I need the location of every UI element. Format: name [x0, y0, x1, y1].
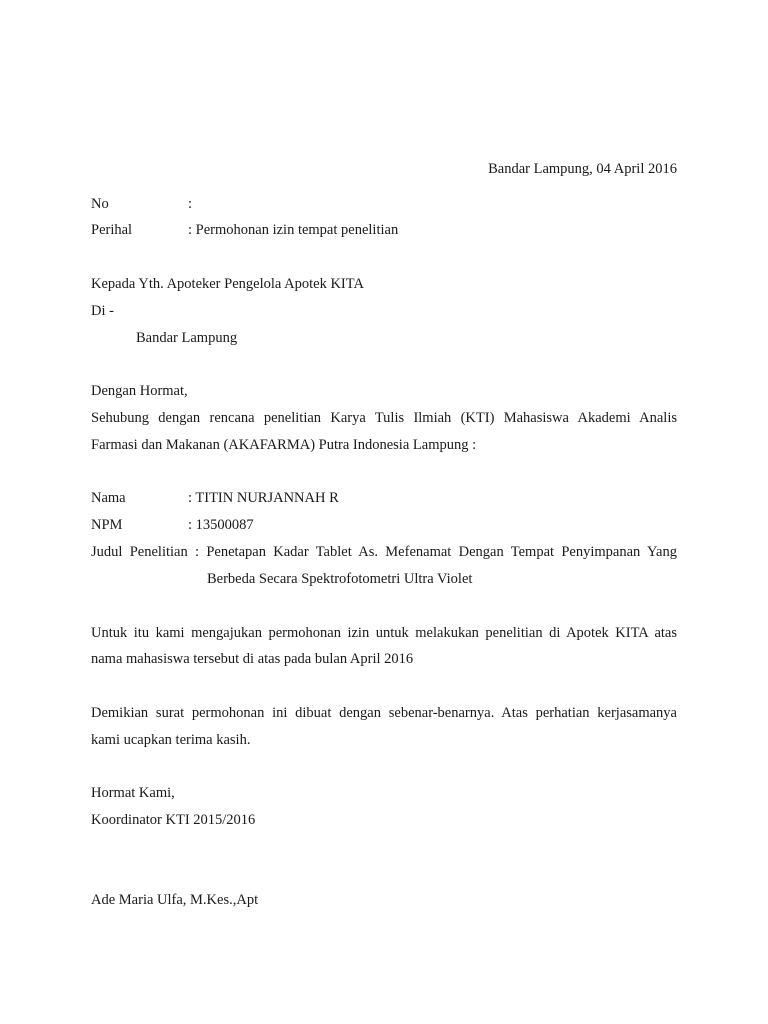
- no-label: No: [91, 196, 109, 212]
- greeting: Dengan Hormat,: [91, 383, 188, 399]
- nama-label: Nama: [91, 490, 126, 506]
- closing-paragraph-line2: kami ucapkan terima kasih.: [91, 732, 251, 748]
- nama-value: : TITIN NURJANNAH R: [188, 490, 339, 506]
- judul-line1: Judul Penelitian : Penetapan Kadar Tablet As. Mefenamat Dengan Tempat Penyimpanan Yang: [91, 544, 677, 560]
- signatory-position: Koordinator KTI 2015/2016: [91, 812, 256, 828]
- recipient-city: Bandar Lampung: [136, 330, 238, 346]
- intro-paragraph-line2: Farmasi dan Makanan (AKAFARMA) Putra Indonesia Lampung :: [91, 437, 477, 453]
- judul-line2: Berbeda Secara Spektrofotometri Ultra Violet: [207, 571, 473, 587]
- npm-label: NPM: [91, 517, 123, 533]
- recipient-di: Di -: [91, 303, 114, 319]
- regards: Hormat Kami,: [91, 785, 175, 801]
- perihal-value: : Permohonan izin tempat penelitian: [188, 222, 399, 238]
- recipient-line: Kepada Yth. Apoteker Pengelola Apotek KITA: [91, 276, 364, 292]
- perihal-label: Perihal: [91, 222, 133, 238]
- request-paragraph-line2: nama mahasiswa tersebut di atas pada bulan April 2016: [91, 651, 414, 667]
- closing-paragraph-line1: Demikian surat permohonan ini dibuat dengan sebenar-benarnya. Atas perhatian kerjasamanya: [91, 705, 677, 721]
- signatory-name: Ade Maria Ulfa, M.Kes.,Apt: [91, 892, 259, 908]
- intro-paragraph-line1: Sehubung dengan rencana penelitian Karya Tulis Ilmiah (KTI) Mahasiswa Akademi Analis: [91, 410, 677, 426]
- request-paragraph-line1: Untuk itu kami mengajukan permohonan izin untuk melakukan penelitian di Apotek KITA atas: [91, 625, 677, 641]
- no-value: :: [188, 196, 193, 212]
- npm-value: : 13500087: [188, 517, 254, 533]
- place-date: Bandar Lampung, 04 April 2016: [488, 161, 677, 177]
